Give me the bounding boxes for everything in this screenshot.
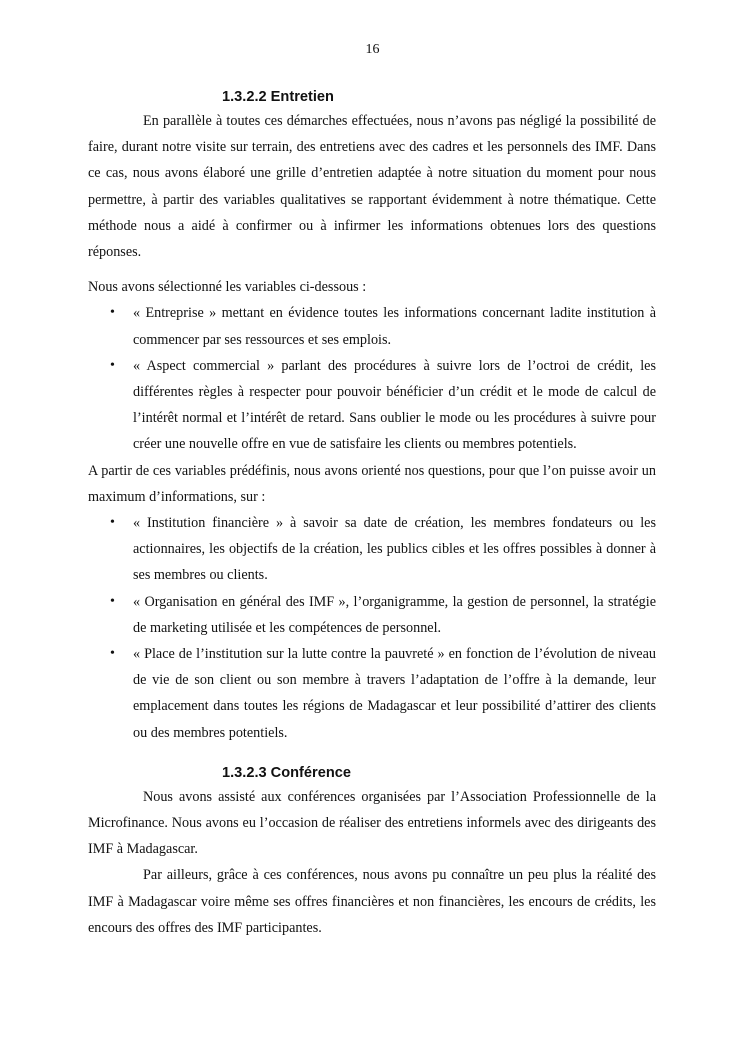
list-item-text: « Organisation en général des IMF », l’organigramme, la gestion de personnel, la stratégie de marketing utilisée et les compétences de personnel.	[133, 593, 656, 636]
bullet-icon: •	[110, 305, 115, 321]
list-item-text: « Entreprise » mettant en évidence toutes les informations concernant ladite institution à commencer par ses ressources et ses emplois.	[133, 305, 656, 348]
paragraph-conference-1: Nous avons assisté aux conférences organisées par l’Association Professionnelle de la Microfinance. Nous avons eu l’occasion de réaliser des entretiens informels avec des dirigeants des IMF à Madagascar.	[88, 788, 656, 858]
bullet-icon: •	[110, 357, 115, 373]
questions-list	[88, 510, 656, 746]
page-number: 16	[365, 42, 380, 57]
list-item	[88, 641, 656, 746]
list-item-text: « Place de l’institution sur la lutte contre la pauvreté » en fonction de l’évolution de niveau de vie de son client ou son membre à travers l’adaptation de l’offre à la demande, leur emplacement dans toutes les régions de Madagascar et leur possibilité d’attirer des clients ou des membres potentiels.	[133, 646, 656, 741]
document-body	[88, 86, 656, 941]
bullet-icon: •	[110, 646, 115, 662]
list-item-text: « Institution financière » à savoir sa date de création, les membres fondateurs ou les actionnaires, les objectifs de la création, les publics cibles et les offres possibles à donner à ses membres ou clients.	[133, 515, 656, 584]
list-item	[88, 300, 656, 352]
section-heading-conference: 1.3.2.3 Conférence	[222, 764, 351, 781]
bullet-icon: •	[110, 515, 115, 531]
list-item	[88, 353, 656, 458]
variables-list	[88, 300, 656, 457]
paragraph-intro-questions: A partir de ces variables prédéfinis, nous avons orienté nos questions, pour que l’on puisse avoir un maximum d’informations, sur :	[88, 462, 656, 505]
list-item	[88, 589, 656, 641]
bullet-icon: •	[110, 593, 115, 609]
paragraph-conference-2: Par ailleurs, grâce à ces conférences, nous avons pu connaître un peu plus la réalité des IMF à Madagascar voire même ses offres financières et non financières, les encours de crédits, les encours des offres des IMF participantes.	[88, 867, 656, 936]
list-item-text: « Aspect commercial » parlant des procédures à suivre lors de l’octroi de crédit, les différentes règles à respecter pour pouvoir bénéficier d’un crédit et le mode de calcul de l’intérêt normal et l’intérêt de retard. Sans oublier le mode ou les procédures à suivre pour créer une nouvelle offre en vue de satisfaire les clients ou membres potentiels.	[133, 357, 656, 453]
paragraph-intro-variables: Nous avons sélectionné les variables ci-dessous :	[88, 279, 367, 296]
list-item	[88, 510, 656, 589]
paragraph-entretien: En parallèle à toutes ces démarches effectuées, nous n’avons pas négligé la possibilité de faire, durant notre visite sur terrain, des entretiens avec des cadres et les personnels des IMF. Dans ce cas, nous avons élaboré une grille d’entretien adaptée à notre situation du moment pour nous permettre, à partir des variables qualitatives se rapportant évidemment à notre thématique. Cette méthode nous a aidé à confirmer ou à infirmer les informations obtenues lors des questions réponses.	[88, 113, 656, 261]
section-heading-entretien: 1.3.2.2 Entretien	[222, 89, 334, 105]
